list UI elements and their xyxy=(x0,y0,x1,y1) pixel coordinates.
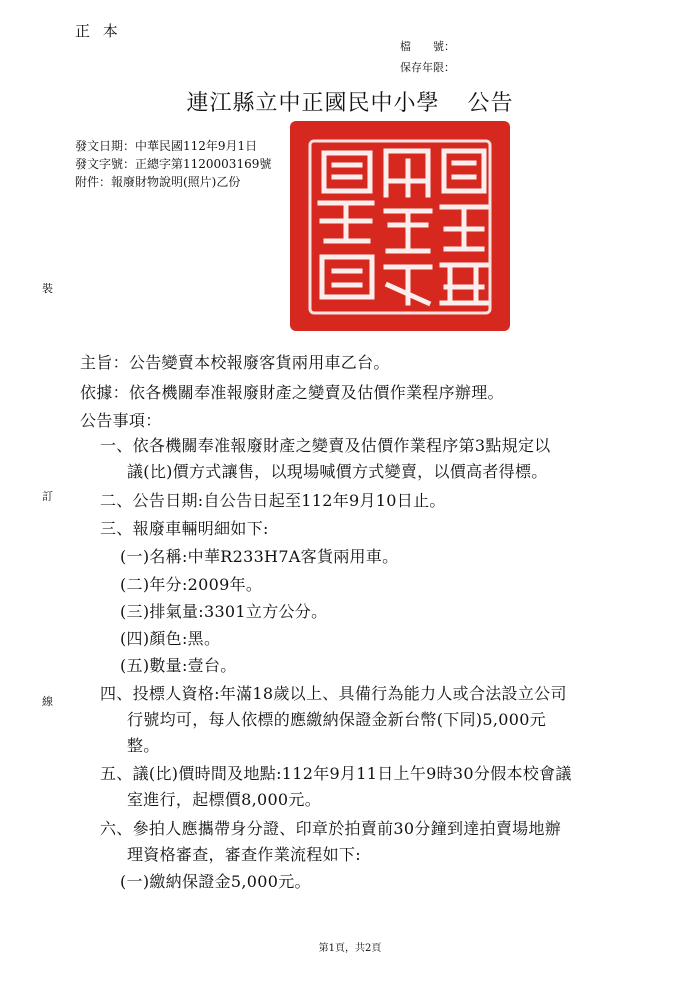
binding-mark-zhuang: 裝 xyxy=(42,282,53,295)
reference-number: 發文字號：正總字第1120003169號 xyxy=(75,157,272,171)
retention-period-label: 保存年限： xyxy=(400,61,455,74)
item-1-line-1: 一、依各機關奉准報廢財產之變賣及估價作業程序第3點規定以 xyxy=(100,436,551,455)
issuing-organization: 連江縣立中正國民中小學 xyxy=(186,91,440,116)
subject-line: 主旨：公告變賣本校報廢客貨兩用車乙台。 xyxy=(80,353,390,372)
document-type: 公告 xyxy=(467,91,514,116)
document-title xyxy=(0,86,700,117)
seal-glyph-strokes xyxy=(290,121,510,331)
item-3-sub-3: (三)排氣量:3301立方公分。 xyxy=(120,602,328,621)
item-6-line-1: 六、參拍人應攜帶身分證、印章於拍賣前30分鐘到達拍賣場地辦 xyxy=(100,819,562,838)
official-seal-icon xyxy=(290,121,510,331)
attachment-line: 附件：報廢財物說明(照片)乙份 xyxy=(75,175,241,189)
item-3-sub-2: (二)年分:2009年。 xyxy=(120,575,263,594)
page-number: 第1頁，共2頁 xyxy=(318,943,382,954)
binding-mark-xian: 線 xyxy=(42,695,53,708)
item-5-line-1: 五、議(比)價時間及地點:112年9月11日上午9時30分假本校會議 xyxy=(100,764,572,783)
item-6-sub-1: (一)繳納保證金5,000元。 xyxy=(120,872,311,891)
item-5-line-2: 室進行，起標價8,000元。 xyxy=(127,790,322,809)
item-3-sub-4: (四)顏色:黑。 xyxy=(120,629,221,648)
issue-date: 發文日期：中華民國112年9月1日 xyxy=(75,139,258,153)
item-3: 三、報廢車輛明細如下: xyxy=(100,519,269,538)
item-6-line-2: 理資格審查，審查作業流程如下: xyxy=(127,845,361,864)
file-number-label: 檔 號： xyxy=(400,40,455,53)
item-4-line-2: 行號均可，每人依標的應繳納保證金新台幣(下同)5,000元 xyxy=(127,710,546,729)
item-4-line-3: 整。 xyxy=(127,736,160,755)
item-2: 二、公告日期:自公告日起至112年9月10日止。 xyxy=(100,491,446,510)
copy-mark: 正 本 xyxy=(75,22,122,40)
item-3-sub-1: (一)名稱:中華R233H7A客貨兩用車。 xyxy=(120,547,399,566)
item-4-line-1: 四、投標人資格:年滿18歲以上、具備行為能力人或合法設立公司 xyxy=(100,684,567,703)
items-heading: 公告事項： xyxy=(80,411,162,430)
binding-mark-ding: 訂 xyxy=(42,490,53,503)
item-3-sub-5: (五)數量:壹台。 xyxy=(120,656,237,675)
basis-line: 依據：依各機關奉准報廢財產之變賣及估價作業程序辦理。 xyxy=(80,383,504,402)
item-1-line-2: 議(比)價方式讓售，以現場喊價方式變賣，以價高者得標。 xyxy=(127,462,548,481)
